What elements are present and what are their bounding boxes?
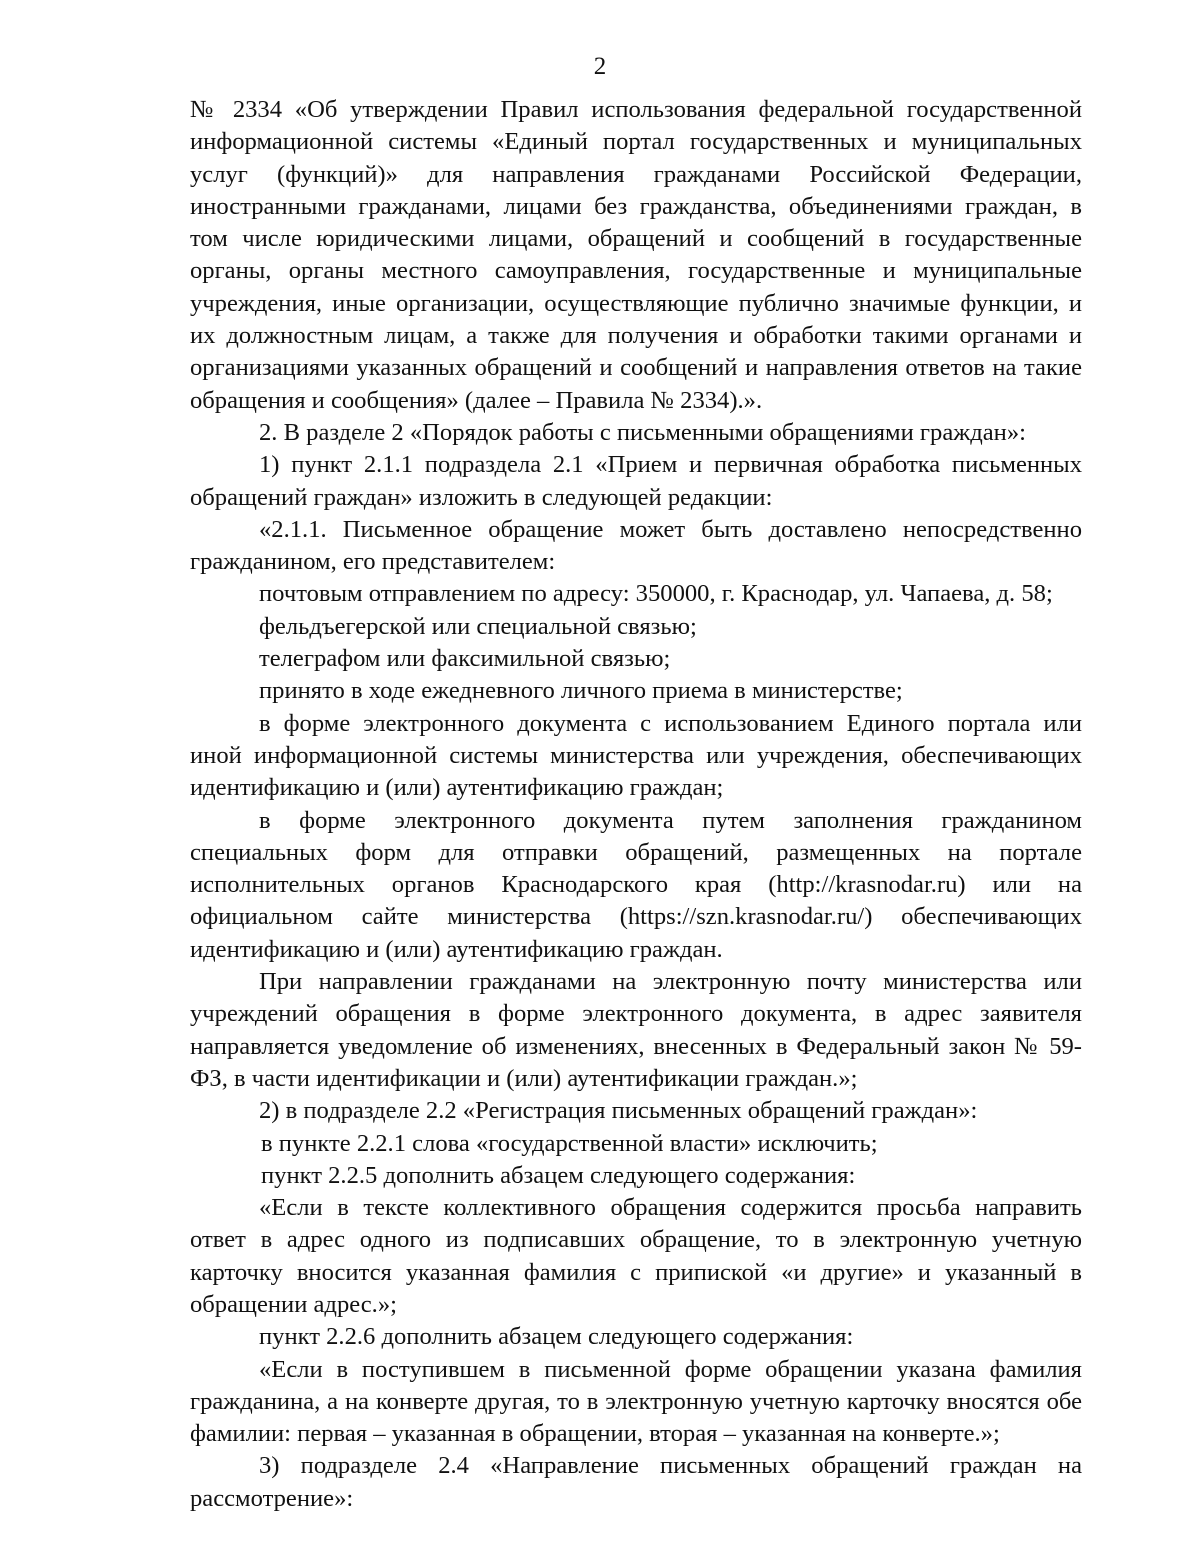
paragraph: При направлении гражданами на электронную почту министерства или учреждений обращения в форме электронного документа, в адрес заявителя направляется уведомление об изменениях, внесенных в Федеральный закон № 59-ФЗ, в части идентификации и (или) аутентификации граждан.»;: [190, 968, 1082, 1092]
paragraph: в пункте 2.2.1 слова «государственной власти» исключить;: [261, 1129, 878, 1157]
paragraph: фельдъегерской или специальной связью;: [259, 612, 697, 640]
paragraph: почтовым отправлением по адресу: 350000, г. Краснодар, ул. Чапаева, д. 58;: [259, 580, 1053, 608]
paragraph: 1) пункт 2.1.1 подраздела 2.1 «Прием и первичная обработка письменных обращений граждан» изложить в следующей редакции:: [190, 451, 1082, 511]
paragraph: в форме электронного документа путем заполнения гражданином специальных форм для отправки обращений, размещенных на портале исполнительных органов Краснодарского края (http://krasnodar.ru) или на официальном сайте министерства (https://szn.krasnodar.ru/) обеспечивающих идентификацию и (или) аутентификацию граждан.: [190, 806, 1082, 963]
paragraph: 2) в подразделе 2.2 «Регистрация письменных обращений граждан»:: [259, 1097, 978, 1125]
page-number: 2: [593, 53, 607, 80]
document-body: [190, 94, 1082, 1515]
paragraph: «Если в тексте коллективного обращения содержится просьба направить ответ в адрес одного из подписавших обращение, то в электронную учетную карточку вносится указанная фамилия с припиской «и другие» и указанный в обращении адрес.»;: [190, 1194, 1082, 1318]
paragraph: в форме электронного документа с использованием Единого портала или иной информационной системы министерства или учреждения, обеспечивающих идентификацию и (или) аутентификацию граждан;: [190, 709, 1082, 802]
paragraph: № 2334 «Об утверждении Правил использования федеральной государственной информационной системы «Единый портал государственных и муниципальных услуг (функций)» для направления гражданами Российской Федерации, иностранными гражданами, лицами без гражданства, объединениями граждан, в том числе юридическими лицами, обращений и сообщений в государственные органы, органы местного самоуправления, государственные и муниципальные учреждения, иные организации, осуществляющие публично значимые функции, и их должностным лицам, а также для получения и обработки такими органами и организациями указанных обращений и сообщений и направления ответов на такие обращения и сообщения» (далее – Правила № 2334).».: [190, 96, 1082, 414]
paragraph: пункт 2.2.6 дополнить абзацем следующего содержания:: [259, 1323, 854, 1351]
paragraph: телеграфом или факсимильной связью;: [259, 645, 671, 673]
paragraph: принято в ходе ежедневного личного приема в министерстве;: [259, 677, 903, 705]
paragraph: 2. В разделе 2 «Порядок работы с письменными обращениями граждан»:: [259, 418, 1026, 446]
paragraph: 3) подразделе 2.4 «Направление письменных обращений граждан на рассмотрение»:: [190, 1452, 1082, 1512]
paragraph: «Если в поступившем в письменной форме обращении указана фамилия гражданина, а на конверте другая, то в электронную учетную карточку вносятся обе фамилии: первая – указанная в обращении, вторая – указанная на конверте.»;: [190, 1355, 1082, 1448]
paragraph: пункт 2.2.5 дополнить абзацем следующего содержания:: [261, 1161, 856, 1189]
paragraph: «2.1.1. Письменное обращение может быть доставлено непосредственно гражданином, его представителем:: [190, 515, 1082, 576]
